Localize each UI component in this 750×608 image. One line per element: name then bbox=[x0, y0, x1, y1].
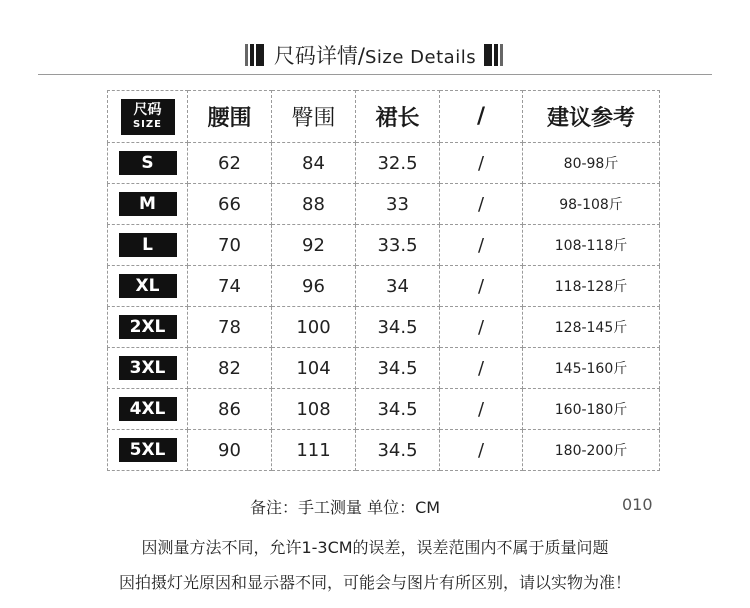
length-cell: 34.5 bbox=[356, 389, 440, 430]
length-cell: 34.5 bbox=[356, 307, 440, 348]
waist-cell: 86 bbox=[188, 389, 272, 430]
header-size bbox=[108, 91, 188, 143]
size-cell bbox=[108, 225, 188, 266]
recommend-cell: 80-98斤 bbox=[523, 143, 660, 184]
hip-cell: 108 bbox=[272, 389, 356, 430]
waist-cell: 78 bbox=[188, 307, 272, 348]
title-divider bbox=[38, 74, 712, 75]
slash-cell: / bbox=[440, 225, 523, 266]
recommend-cell: 108-118斤 bbox=[523, 225, 660, 266]
page-title bbox=[0, 38, 750, 76]
hip-cell: 100 bbox=[272, 307, 356, 348]
hip-cell: 88 bbox=[272, 184, 356, 225]
hip-cell: 111 bbox=[272, 430, 356, 471]
size-header-cn: 尺码 bbox=[133, 101, 162, 118]
size-cell bbox=[108, 389, 188, 430]
slash-cell: / bbox=[440, 348, 523, 389]
length-cell: 33.5 bbox=[356, 225, 440, 266]
size-header-en: SIZE bbox=[132, 118, 162, 130]
slash-cell: / bbox=[440, 430, 523, 471]
slash-cell: / bbox=[440, 143, 523, 184]
disclaimer-measurement: 因测量方法不同，允许1-3CM的误差，误差范围内不属于质量问题 bbox=[141, 538, 609, 557]
size-cell bbox=[108, 143, 188, 184]
waist-cell: 62 bbox=[188, 143, 272, 184]
slash-cell: / bbox=[440, 184, 523, 225]
waist-cell: 66 bbox=[188, 184, 272, 225]
size-badge: 2XL bbox=[119, 315, 177, 339]
disclaimer-color: 因拍摄灯光原因和显示器不同，可能会与图片有所区别，请以实物为准！ bbox=[118, 573, 631, 592]
recommend-cell: 145-160斤 bbox=[523, 348, 660, 389]
table-row bbox=[108, 430, 660, 471]
size-badge: 4XL bbox=[119, 397, 177, 421]
header-skirt-length: 裙长 bbox=[356, 91, 440, 143]
size-badge: 5XL bbox=[119, 438, 177, 462]
header-hip: 臀围 bbox=[272, 91, 356, 143]
table-row bbox=[108, 389, 660, 430]
title-decoration-left bbox=[245, 44, 266, 66]
header-slash: / bbox=[440, 91, 523, 143]
title-en: Size Details bbox=[365, 47, 477, 68]
table-row bbox=[108, 143, 660, 184]
size-cell bbox=[108, 430, 188, 471]
slash-cell: / bbox=[440, 266, 523, 307]
title-separator: / bbox=[357, 44, 365, 68]
size-cell bbox=[108, 348, 188, 389]
length-cell: 33 bbox=[356, 184, 440, 225]
hip-cell: 96 bbox=[272, 266, 356, 307]
size-badge: XL bbox=[119, 274, 177, 298]
header-waist: 腰围 bbox=[188, 91, 272, 143]
table-row bbox=[108, 225, 660, 266]
table-row bbox=[108, 184, 660, 225]
recommend-cell: 180-200斤 bbox=[523, 430, 660, 471]
title-cn: 尺码详情 bbox=[273, 44, 358, 68]
length-cell: 34.5 bbox=[356, 430, 440, 471]
table-row bbox=[108, 266, 660, 307]
waist-cell: 70 bbox=[188, 225, 272, 266]
product-code: 010 bbox=[622, 495, 653, 514]
size-badge: 3XL bbox=[119, 356, 177, 380]
length-cell: 32.5 bbox=[356, 143, 440, 184]
recommend-cell: 160-180斤 bbox=[523, 389, 660, 430]
slash-cell: / bbox=[440, 307, 523, 348]
table-header-row bbox=[108, 91, 660, 143]
size-badge: S bbox=[119, 151, 177, 175]
size-badge: L bbox=[119, 233, 177, 257]
recommend-cell: 118-128斤 bbox=[523, 266, 660, 307]
size-cell bbox=[108, 184, 188, 225]
size-cell bbox=[108, 266, 188, 307]
hip-cell: 92 bbox=[272, 225, 356, 266]
slash-cell: / bbox=[440, 389, 523, 430]
waist-cell: 74 bbox=[188, 266, 272, 307]
hip-cell: 84 bbox=[272, 143, 356, 184]
header-recommend: 建议参考 bbox=[523, 91, 660, 143]
size-badge: M bbox=[119, 192, 177, 216]
size-table bbox=[107, 90, 660, 471]
length-cell: 34.5 bbox=[356, 348, 440, 389]
recommend-cell: 98-108斤 bbox=[523, 184, 660, 225]
table-row bbox=[108, 307, 660, 348]
waist-cell: 90 bbox=[188, 430, 272, 471]
length-cell: 34 bbox=[356, 266, 440, 307]
waist-cell: 82 bbox=[188, 348, 272, 389]
hip-cell: 104 bbox=[272, 348, 356, 389]
title-decoration-right bbox=[484, 44, 505, 66]
size-header-badge bbox=[121, 99, 175, 135]
measurement-remark: 备注：手工测量 单位：CM bbox=[250, 498, 441, 517]
recommend-cell: 128-145斤 bbox=[523, 307, 660, 348]
table-row bbox=[108, 348, 660, 389]
size-cell bbox=[108, 307, 188, 348]
